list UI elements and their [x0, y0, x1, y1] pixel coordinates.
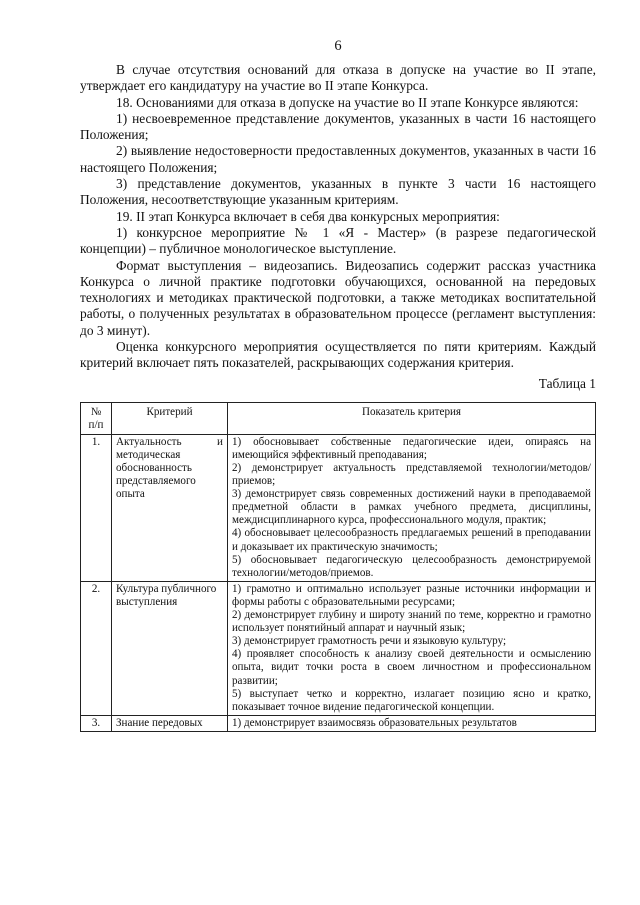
body-text	[80, 62, 596, 372]
paragraph: В случае отсутствия оснований для отказа в допуске на участие во II этапе, утверждает его кандидатуру на участие во II этапе Конкурса.	[80, 62, 596, 94]
table-header-row	[81, 402, 596, 434]
row-indicators	[228, 581, 596, 715]
paragraph: Формат выступления – видеозапись. Видеозапись содержит рассказ участника Конкурса о личной практике подготовки обучающихся, основанной на передовых технологиях и методиках практической подготовки, а также методиках воспитательной работы, о полученных результатах в образовательном процессе (регламент выступления: до 3 минут).	[80, 257, 596, 338]
page-number: 6	[334, 38, 342, 54]
row-number: 3.	[81, 715, 112, 731]
indicator-item: 1) обосновывает собственные педагогические идеи, опираясь на имеющийся эффективный преподавания;	[232, 435, 591, 461]
indicator-item: 2) демонстрирует актуальность представляемой технологии/методов/приемов;	[232, 462, 591, 488]
indicator-item: 3) демонстрирует связь современных достижений науки в преподаваемой предметной области в рамках учебного предмета, дисциплины, междисциплинарного курса, профессионального модуля, практик;	[232, 488, 591, 527]
criteria-table	[80, 402, 596, 732]
row-indicators	[228, 434, 596, 581]
paragraph: 1) несвоевременное представление документов, указанных в части 16 настоящего Положения;	[80, 110, 596, 143]
row-criterion: Актуальность и методическая обоснованность представляемого опыта	[112, 434, 228, 581]
header-num: № п/п	[81, 402, 112, 434]
table-row	[81, 715, 596, 731]
row-criterion: Культура публичного выступления	[112, 581, 228, 715]
header-indicator: Показатель критерия	[228, 402, 596, 434]
row-criterion: Знание передовых	[112, 715, 228, 731]
paragraph: 1) конкурсное мероприятие № 1 «Я - Мастер» (в разрезе педагогической концепции) – публичное монологическое выступление.	[80, 224, 596, 257]
indicator-item: 4) обосновывает целесообразность предлагаемых решений в преподавании и доказывает их практическую значимость;	[232, 527, 591, 553]
row-number: 1.	[81, 434, 112, 581]
header-criterion: Критерий	[112, 402, 228, 434]
paragraph: 18. Основаниями для отказа в допуске на участие во II этапе Конкурсе являются:	[116, 94, 579, 110]
paragraph: 2) выявление недостоверности предоставленных документов, указанных в части 16 настоящего Положения;	[80, 143, 596, 175]
paragraph: Оценка конкурсного мероприятия осуществляется по пяти критериям. Каждый критерий включает пять показателей, раскрывающих содержания критерия.	[80, 339, 596, 371]
table-row	[81, 434, 596, 581]
indicator-item: 2) демонстрирует глубину и широту знаний по теме, корректно и грамотно использует понятийный аппарат и научный язык;	[232, 609, 591, 635]
indicator-item: 3) демонстрирует грамотность речи и языковую культуру;	[232, 635, 507, 648]
indicator-item: 5) обосновывает педагогическую целесообразность демонстрируемой технологии/методов/приемов.	[232, 553, 591, 579]
table-row	[81, 581, 596, 715]
indicator-item: 5) выступает четко и корректно, излагает позицию ясно и кратко, показывает точное видение педагогической концепции.	[232, 687, 591, 713]
indicator-item: 1) демонстрирует взаимосвязь образовательных результатов	[232, 716, 517, 729]
paragraph: 3) представление документов, указанных в пункте 3 части 16 настоящего Положения, несоответствующие указанным критериям.	[80, 176, 596, 208]
paragraph: 19. II этап Конкурса включает в себя два конкурсных мероприятия:	[116, 208, 500, 224]
indicator-item: 1) грамотно и оптимально использует разные источники информации и формы работы с образовательными ресурсами;	[232, 582, 591, 608]
row-indicators	[228, 715, 596, 731]
table-caption: Таблица 1	[538, 375, 596, 391]
indicator-item: 4) проявляет способность к анализу своей деятельности и осмыслению опыта, видит точки роста в своем личностном и профессиональном развитии;	[232, 648, 591, 687]
row-number: 2.	[81, 581, 112, 715]
